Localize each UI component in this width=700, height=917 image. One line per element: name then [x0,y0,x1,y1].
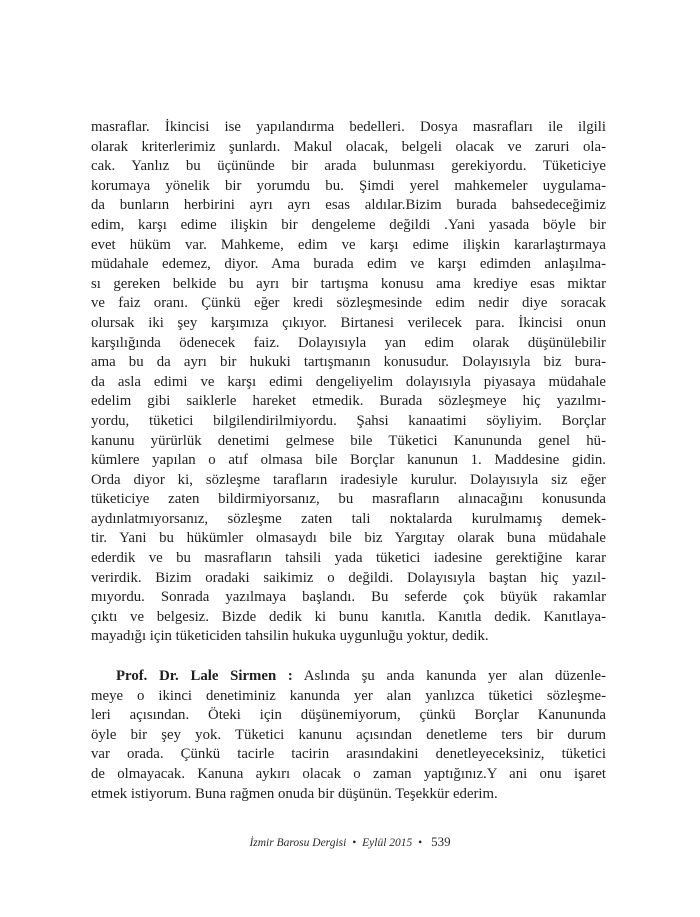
text-line: yordu, tüketici bilgilendirilmiyordu. Şahsi kanaatimi söyliyim. Borçlar [91,412,606,429]
page-footer [0,834,700,850]
text-line: karşılığında ödenecek faiz. Dolayısıyla yan edim olarak düşünülebilir [91,334,606,351]
text-line: ama bu da ayrı bir hukuki tartışmanın konusudur. Dolayısıyla biz bura- [91,354,606,371]
issue-date: Eylül 2015 [362,837,413,849]
text-line: kanunu yürürlük denetimi gelmese bile Tüketici Kanununda genel hü- [91,432,606,449]
text-line: evet hüküm var. Mahkeme, edim ve karşı edime ilişkin kararlaştırmaya [91,236,606,253]
separator-bullet: • [352,837,357,849]
text-line: korumaya yönelik bir yorumdu bu. Şimdi yerel mahkemeler uygulama- [91,177,606,194]
text-line: verirdik. Bizim oradaki saikimiz o değildi. Dolayısıyla baştan hiç yazıl- [91,569,606,586]
text-line: da asla edimi ve karşı edimi dengeliyelim dolayısıyla piyasaya müdahale [91,373,606,390]
text-line: ve faiz oranı. Çünkü eğer kredi sözleşmesinde edim nedir diye soracak [91,295,606,312]
text-line: tüketiciye zaten bildirmiyorsanız, bu masrafların alınacağını konusunda [91,491,606,508]
page-number: 539 [431,834,451,849]
body-text [91,118,606,804]
text-line: öyle bir şey yok. Tüketici kanunu açısından denetleme ters bir durum [91,726,606,743]
text-line: mıyordu. Sonrada yazılmaya başlandı. Bu seferde çok büyük rakamlar [91,589,606,606]
text-line: mayadığı için tüketiciden tahsilin hukuka uygunluğu yoktur, dedik. [91,628,489,645]
text-line: tir. Yani bu hükümler olmasaydı bile biz Yargıtay olarak buna müdahale [91,530,606,547]
text-line: ederdik ve bu masrafların tahsili yada tüketici iadesine gerektiğine karar [91,550,606,567]
separator-bullet: • [418,837,423,849]
text-line: cak. Yanlız bu üçününde bir arada bulunması gerekiyordu. Tüketiciye [91,158,606,175]
paragraph-2 [91,667,606,804]
text-line: aydınlatmıyorsanız, sözleşme zaten tali noktalarda kurulmamış demek- [91,510,606,527]
text-line: olarak kriterlerimiz şunlardı. Makul olacak, belgeli olacak ve zaruri ola- [91,138,606,155]
paragraph-1 [91,118,606,647]
speaker-name: Prof. Dr. Lale Sirmen : [116,668,293,685]
text-line: müdahale edemez, diyor. Ama burada edim ve karşı edimden anlaşılma- [91,256,606,273]
text-line: edelim gibi saiklerle hareket etmedik. Burada sözleşmeye hiç yazılmı- [91,393,606,410]
text-line: masraflar. İkincisi ise yapılandırma bedelleri. Dosya masrafları ile ilgili [91,119,606,135]
text-line: Orda diyor ki, sözleşme tarafların iradesiyle kurulur. Dolayısıyla siz eğer [91,471,606,488]
text-line: etmek istiyorum. Buna rağmen onuda bir düşünün. Teşekkür ederim. [91,785,498,802]
text-line [91,667,606,687]
speech-text: Aslında şu anda kanunda yer alan düzenle- [292,668,606,685]
text-line: kümlere yapılan o atıf olmasa bile Borçlar kanunun 1. Maddesine gidin. [91,452,606,469]
text-line: meye o ikinci denetiminiz kanunda yer alan yanlızca tüketici sözleşme- [91,687,606,704]
paragraph-spacer [91,647,606,667]
text-line: leri açısından. Öteki için düşünemiyorum, çünkü Borçlar Kanununda [91,707,606,724]
text-line: olursak iki şey karşımıza çıkıyor. Birtanesi verilecek para. İkincisi onun [91,314,606,331]
journal-name: İzmir Barosu Dergisi [249,837,347,849]
text-line: de olmayacak. Kanuna aykırı olacak o zaman yaptığınız.Y ani onu işaret [91,766,606,782]
text-line: sı gereken belkide bu ayrı bir tartışma konusu ama krediye esas miktar [91,275,606,292]
text-line: çıktı ve belgesiz. Bizde dedik ki bunu kanıtla. Kanıtla dedik. Kanıtlaya- [91,608,606,625]
text-line: da bunların herbirini ayrı ayrı esas aldılar.Bizim burada bahsedeceğimiz [91,197,606,214]
text-line: var orada. Çünkü tacirle tacirin arasındakini denetleyeceksiniz, tüketici [91,746,606,763]
text-line: edim, karşı edime ilişkin bir dengeleme değildi .Yani yasada böyle bir [91,216,606,233]
